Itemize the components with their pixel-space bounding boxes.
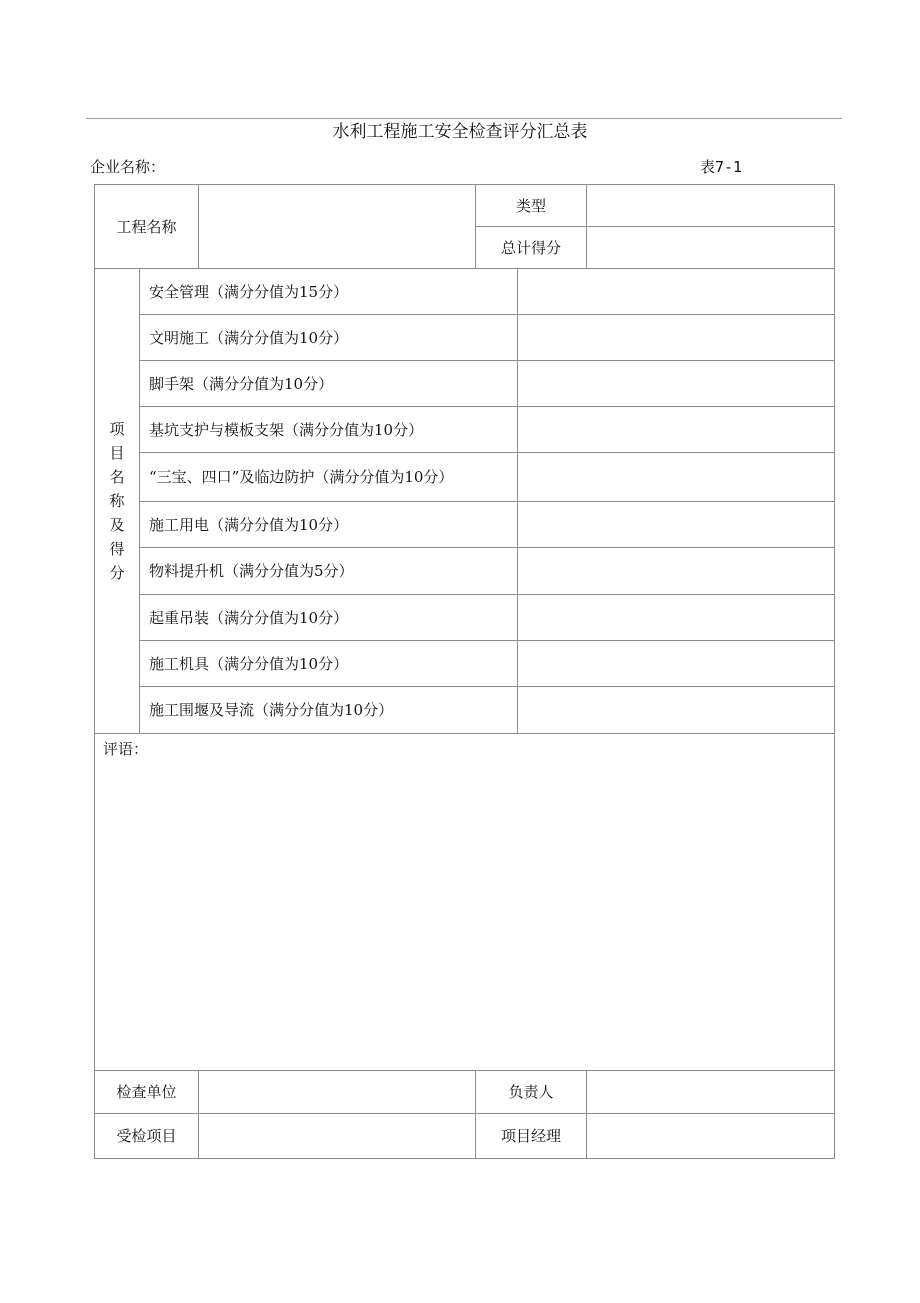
item-score-field[interactable] [518,595,834,640]
items-group-label [95,269,139,733]
group-label-char: 及 [109,516,125,534]
item-label-material-hoist: 物料提升机（满分分值为5分） [149,562,354,580]
comments-field[interactable] [100,762,828,1062]
group-label-char: 称 [109,492,125,510]
item-score-field[interactable] [518,361,834,406]
project-manager-field[interactable] [587,1114,834,1158]
comments-label: 评语： [103,740,149,758]
type-label: 类型 [515,196,546,215]
project-manager-label: 项目经理 [500,1127,561,1145]
item-label-construction-machinery: 施工机具（满分分值为10分） [149,654,349,673]
item-label-safety-management: 安全管理（满分分值为15分） [149,282,349,301]
item-score-field[interactable] [518,687,834,733]
inspection-unit-label: 检查单位 [116,1083,177,1101]
item-score-field[interactable] [518,407,834,452]
item-score-field[interactable] [518,502,834,547]
item-score-field[interactable] [518,641,834,686]
item-label-lifting: 起重吊装（满分分值为10分） [149,608,349,627]
type-field[interactable] [587,185,834,226]
responsible-person-label: 负责人 [508,1083,554,1101]
group-label-char: 目 [109,444,125,462]
total-score-label: 总计得分 [500,238,561,257]
company-name-label: 企业名称： [90,158,166,176]
item-label-cofferdam-diversion: 施工围堰及导流（满分分值为10分） [149,701,394,719]
group-label-char: 得 [109,540,125,558]
item-score-field[interactable] [518,453,834,501]
project-name-label: 工程名称 [116,217,177,236]
responsible-person-field[interactable] [587,1071,834,1113]
item-score-field[interactable] [518,315,834,360]
item-label-civilized-construction: 文明施工（满分分值为10分） [149,328,349,347]
project-name-field[interactable] [199,185,475,268]
item-score-field[interactable] [518,269,834,314]
inspected-project-label: 受检项目 [116,1127,177,1145]
item-label-scaffolding: 脚手架（满分分值为10分） [149,374,334,393]
item-label-edge-protection: “三宝、四口”及临边防护（满分分值为10分） [149,468,454,486]
item-score-field[interactable] [518,548,834,594]
item-label-construction-electricity: 施工用电（满分分值为10分） [149,515,349,534]
group-label-char: 项 [109,420,125,438]
total-score-field[interactable] [587,227,834,268]
group-label-char: 分 [109,564,125,582]
table-number: 表7-1 [700,158,743,176]
inspected-project-field[interactable] [199,1114,475,1158]
page-title: 水利工程施工安全检查评分汇总表 [332,122,588,142]
inspection-unit-field[interactable] [199,1071,475,1113]
item-label-foundation-support: 基坑支护与模板支架（满分分值为10分） [149,420,424,439]
group-label-char: 名 [109,468,125,486]
